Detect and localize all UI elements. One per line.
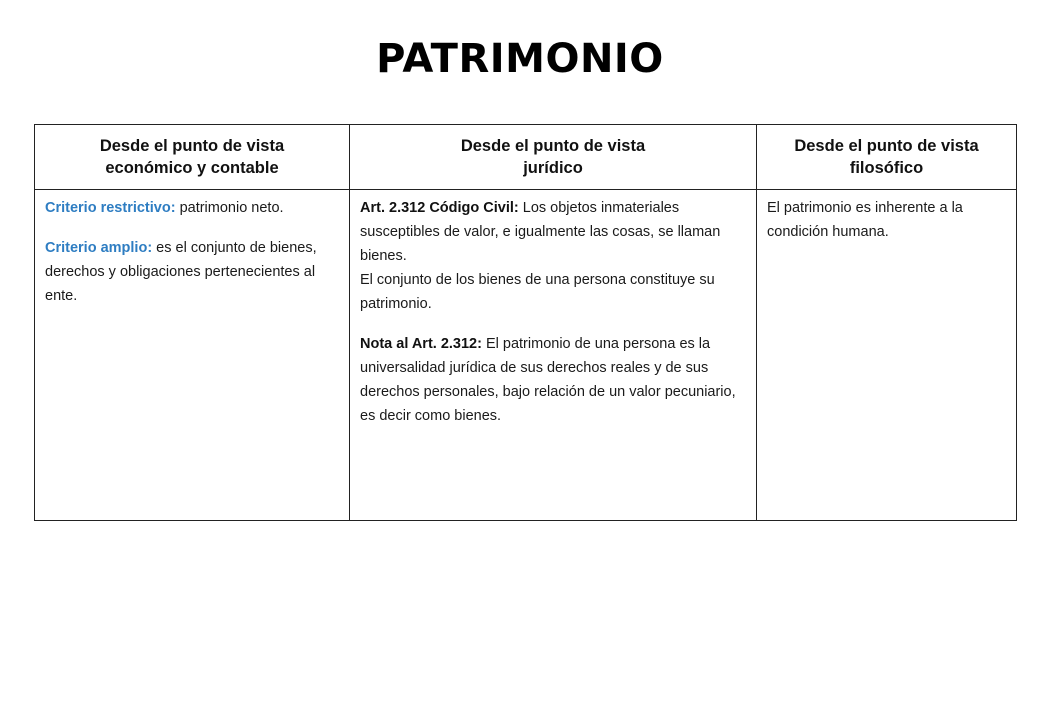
criterio-restrictivo-text: patrimonio neto. (175, 200, 284, 216)
header-line: jurídico (523, 159, 583, 177)
articulo-text: Los objetos inmateriales susceptibles de valor, e igualmente las cosas, se llaman bienes. (360, 200, 721, 264)
page-title: PATRIMONIO (376, 36, 664, 82)
header-filosofico (757, 125, 1017, 190)
nota-articulo-label: Nota al Art. 2.312: (360, 336, 482, 352)
header-line: Desde el punto de vista (794, 137, 979, 155)
table-row (35, 190, 1017, 521)
header-line: filosófico (849, 159, 924, 177)
cell-juridico (350, 190, 757, 521)
criterio-amplio-paragraph (45, 236, 341, 308)
conjunto-bienes-paragraph: El conjunto de los bienes de una persona constituye su patrimonio. (360, 272, 715, 312)
paragraph-spacer (45, 220, 341, 236)
criterio-restrictivo-label: Criterio restrictivo: (45, 200, 176, 216)
header-economico-contable (35, 125, 350, 190)
cell-economico-contable (35, 190, 350, 521)
header-line: Desde el punto de vista (99, 137, 285, 155)
articulo-label: Art. 2.312 Código Civil: (360, 200, 519, 216)
header-juridico (350, 125, 757, 190)
patrimonio-table (34, 124, 1017, 521)
criterio-amplio-text: es el conjunto de bienes, derechos y obligaciones pertenecientes al ente. (45, 240, 317, 304)
paragraph-spacer (360, 316, 748, 332)
cell-filosofico (757, 190, 1017, 521)
criterio-amplio-label: Criterio amplio: (45, 240, 153, 256)
table-header-row (35, 125, 1017, 190)
nota-articulo-paragraph (360, 332, 748, 428)
nota-articulo-text: El patrimonio de una persona es la universalidad jurídica de sus derechos reales y de sus derechos personales, bajo relación de un valor pecuniario, es decir como bienes. (360, 336, 736, 424)
filosofico-paragraph: El patrimonio es inherente a la condición humana. (767, 200, 963, 240)
header-line: económico y contable (105, 159, 279, 177)
criterio-restrictivo-paragraph (45, 196, 341, 220)
header-line: Desde el punto de vista (460, 137, 646, 155)
articulo-paragraph (360, 196, 748, 268)
